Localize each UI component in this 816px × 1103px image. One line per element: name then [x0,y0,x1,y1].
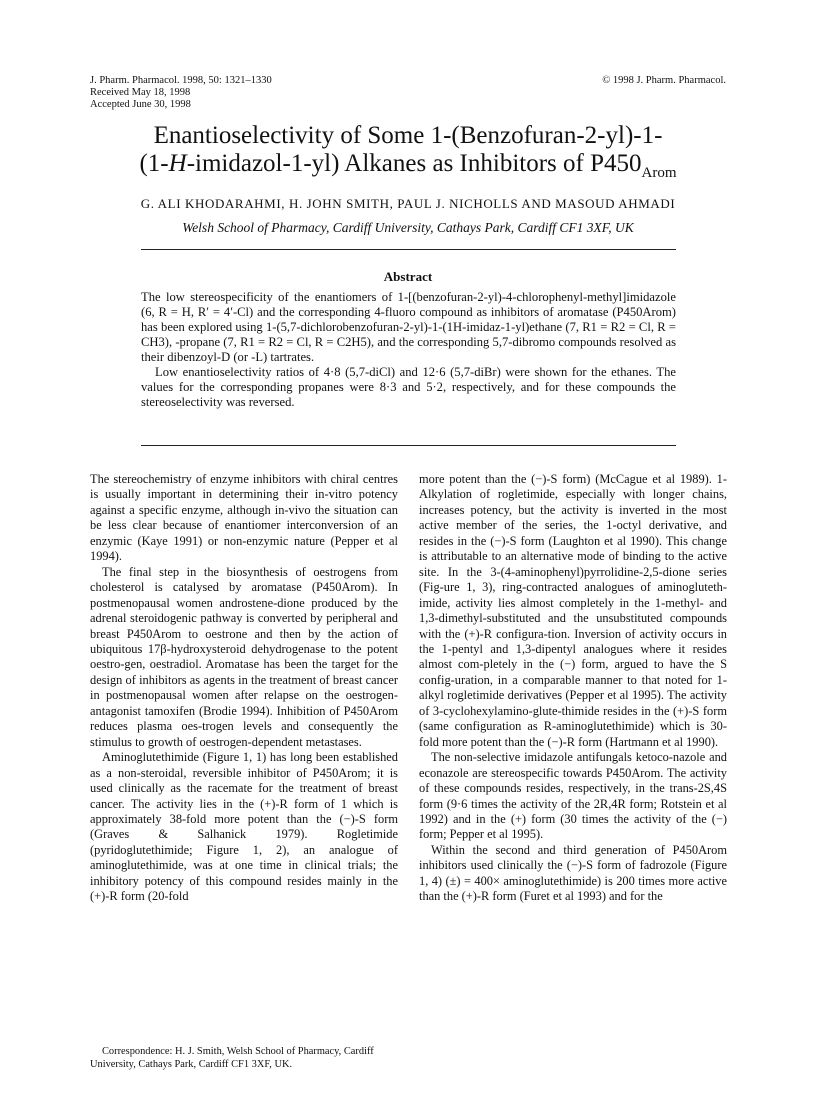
body-paragraph: Aminoglutethimide (Figure 1, 1) has long been established as a non-steroidal, reversible inhibitor of P450Arom; it is used clinically as the racemate for the treatment of breast cancer. The activity lies in the (+)-R form of 1 which is approximately 38-fold more potent than the (−)-S form (Graves & Salhanick 1979). Rogletimide (pyridoglutethimide; Figure 1, 2), an analogue of aminoglutethimide, was at one time in clinical trials; the inhibitory potency of this compound resides mainly in the (+)-R form (20-fold [90,750,398,904]
body-paragraph: more potent than the (−)-S form) (McCague et al 1989). 1-Alkylation of rogletimide, especially with longer chains, increases potency, but the activity is inverted in the most active member of the series, the 1-octyl derivative, and resides in the (−)-S form (Laughton et al 1990). This change is attributable to an alternative mode of binding to the active site. In the 3-(4-aminophenyl)pyrrolidine-2,5-dione series (Fig-ure 1, 3), ring-contracted analogues of aminogluteth-imide, activity lies almost completely in the 1-methyl- and 1,3-dimethyl-substituted and the unsubstituted compounds with the (+)-R configura-tion. Inversion of activity occurs in the 1-pentyl and 1,3-dipentyl analogues where it resides almost com-pletely in the (−) form, argued to have the S config-uration, in a comparable manner to that noted for 1-alkyl rogletimide derivatives (Pepper et al 1995). The activity of 3-cyclohexylamino-glute-thimide resides in the (+)-S form (same configuration as R-aminoglutethimide) which is 30-fold more potent than the (−)-R form (Hartmann et al 1990). [419,472,727,749]
title-fragment-italic: H [168,150,187,177]
title-line-2 [0,150,816,187]
article-title [0,122,816,187]
divider-bottom [141,445,676,446]
body-paragraph: Within the second and third generation of P450Arom inhibitors used clinically the (−)-S form of fadrozole (Figure 1, 4) (±) = 400× aminoglutethimide) is 200 times more active than the (+)-R form (Furet et al 1993) and for the [419,842,727,904]
journal-header [90,75,272,111]
divider-top [141,249,676,250]
citation: J. Pharm. Pharmacol. 1998, 50: 1321–1330 [90,75,272,86]
title-fragment: (1- [139,150,169,177]
left-column [90,472,398,905]
body-paragraph: The final step in the biosynthesis of oestrogens from cholesterol is catalysed by aromatase (P450Arom). In postmenopausal women androstene-dione produced by the adrenal steroidogenic pathway is converted by peripheral and breast P450Arom to oestrone and then by the action of ubiquitous 17β-hydroxysteroid dehydrogenase to the potent oestro-gen, oestradiol. Aromatase has been the target for the design of inhibitors as agents in the treatment of breast cancer in postmenopausal women after relapse on the oestrogen-antagonist tamoxifen (Brodie 1994). Inhibition of P450Arom reduces plasma oes-trogen levels and consequently the stimulus to growth of oestrogen-dependent metastases. [90,564,398,749]
title-line-1: Enantioselectivity of Some 1-(Benzofuran-2-yl)-1- [153,122,663,149]
correspondence-note: Correspondence: H. J. Smith, Welsh School of Pharmacy, Cardiff University, Cathays Park, Cardiff CF1 3XF, UK. [90,1046,374,1070]
title-subscript: Arom [641,165,677,181]
abstract-heading: Abstract [383,269,433,284]
abstract-paragraph: Low enantioselectivity ratios of 4·8 (5,7-diCl) and 12·6 (5,7-diBr) were shown for the ethanes. The values for the corresponding propanes were 8·3 and 5·2, respectively, and for these compounds the stereoselectivity was reversed. [141,365,676,409]
accepted-date: Accepted June 30, 1998 [90,99,191,110]
received-date: Received May 18, 1998 [90,87,191,98]
title-fragment: -imidazol-1-yl) Alkanes as Inhibitors of P450 [186,150,642,177]
body-paragraph: The stereochemistry of enzyme inhibitors with chiral centres is usually important in determining their in-vitro potency against a specific enzyme, although in-vivo the situation can be less clear because of enantiomer interconversion of an enzymic (Kaye 1991) or non-enzymic nature (Pepper et al 1994). [90,472,398,564]
affiliation: Welsh School of Pharmacy, Cardiff University, Cathays Park, Cardiff CF1 3XF, UK [182,220,634,235]
right-column [419,472,727,905]
abstract-body [141,290,676,410]
copyright: © 1998 J. Pharm. Pharmacol. [602,75,726,86]
abstract-paragraph: The low stereospecificity of the enantiomers of 1-[(benzofuran-2-yl)-4-chlorophenyl-methyl]imidazole (6, R = H, R′ = 4′-Cl) and the corresponding 4-fluoro compound as inhibitors of aromatase (P450Arom) has been explored using 1-(5,7-dichlorobenzofuran-2-yl)-1-(1H-imidaz-1-yl)ethane (7, R1 = R2 = Cl, R = CH3), -propane (7, R1 = R2 = Cl, R = C2H5), and the corresponding 5,7-dibromo compounds resolved as their dibenzoyl-D (or -L) tartrates. [141,290,676,364]
body-paragraph: The non-selective imidazole antifungals ketoco-nazole and econazole are stereospecific towards P450Arom. The activity of these compounds resides, respectively, in the trans-2S,4S form (9·6 times the activity of the 2R,4R form; Rotstein et al 1992) and in the (+) form (30 times the activity of the (−) form; Pepper et al 1995). [419,750,727,842]
authors: G. ALI KHODARAHMI, H. JOHN SMITH, PAUL J. NICHOLLS AND MASOUD AHMADI [140,196,676,211]
